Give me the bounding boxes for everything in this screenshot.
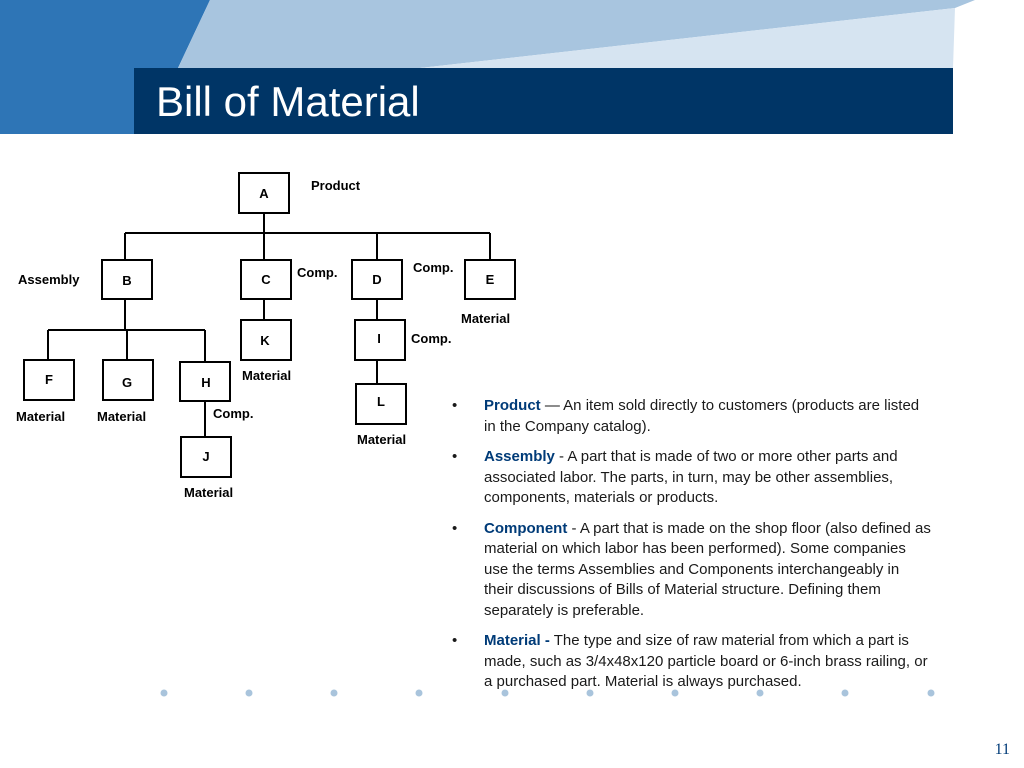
- term-assembly: Assembly: [484, 448, 555, 465]
- node-f-label: F: [45, 372, 53, 387]
- term-material: Material -: [484, 632, 550, 649]
- definition-component: - A part that is made on the shop floor (also defined as material on which labor has been performed). Some companies use the terms Assemblies and Components interchangeably in their discussions of Bills of Material structure. Defining them separately is preferable.: [484, 519, 931, 619]
- term-product: Product: [484, 397, 541, 414]
- bullet-icon: •: [452, 519, 458, 537]
- node-k-label: K: [260, 333, 270, 348]
- node-e-label: E: [485, 272, 495, 287]
- bullet-icon: •: [452, 397, 458, 414]
- bullet-product: [452, 396, 932, 437]
- node-h-label: H: [201, 375, 211, 390]
- label-material-k: Material: [242, 368, 292, 383]
- node-d-label: D: [372, 272, 382, 287]
- label-comp-h: Comp.: [213, 406, 254, 421]
- definition-material: The type and size of raw material from which a part is made, such as 3/4x48x120 particle board or 6-inch brass railing, or a purchased part. Material is always purchased.: [484, 632, 928, 690]
- node-c-label: C: [261, 272, 271, 287]
- bullet-icon: •: [452, 632, 458, 649]
- term-component: Component: [484, 519, 568, 537]
- label-material-f: Material: [16, 409, 66, 424]
- node-j-label: J: [202, 449, 210, 464]
- label-product: Product: [311, 178, 361, 193]
- node-g-label: G: [121, 375, 133, 390]
- node-b-label: B: [122, 273, 132, 288]
- node-l-label: L: [377, 394, 385, 409]
- label-comp-c: Comp.: [297, 265, 338, 280]
- bullet-assembly: [452, 447, 932, 509]
- label-comp-i: Comp.: [411, 331, 452, 346]
- definition-product: — An item sold directly to customers (products are listed in the Company catalog).: [484, 397, 920, 435]
- page-number: 11: [994, 741, 1010, 758]
- slide-title: Bill of Material: [156, 78, 420, 125]
- label-material-l: Material: [357, 432, 407, 447]
- bullet-icon: •: [452, 448, 458, 465]
- label-assembly: Assembly: [18, 272, 80, 287]
- label-comp-d: Comp.: [413, 260, 454, 275]
- node-a-label: A: [259, 186, 269, 201]
- label-material-e: Material: [461, 311, 511, 326]
- definition-list: [452, 396, 932, 703]
- bullet-material: [452, 631, 932, 693]
- bullet-component: [452, 519, 932, 622]
- label-material-j: Material: [184, 485, 234, 500]
- definition-assembly: - A part that is made of two or more other parts and associated labor. The parts, in turn, may be other assemblies, components, materials or products.: [484, 448, 898, 506]
- node-i-label: I: [377, 331, 381, 346]
- label-material-g: Material: [97, 409, 147, 424]
